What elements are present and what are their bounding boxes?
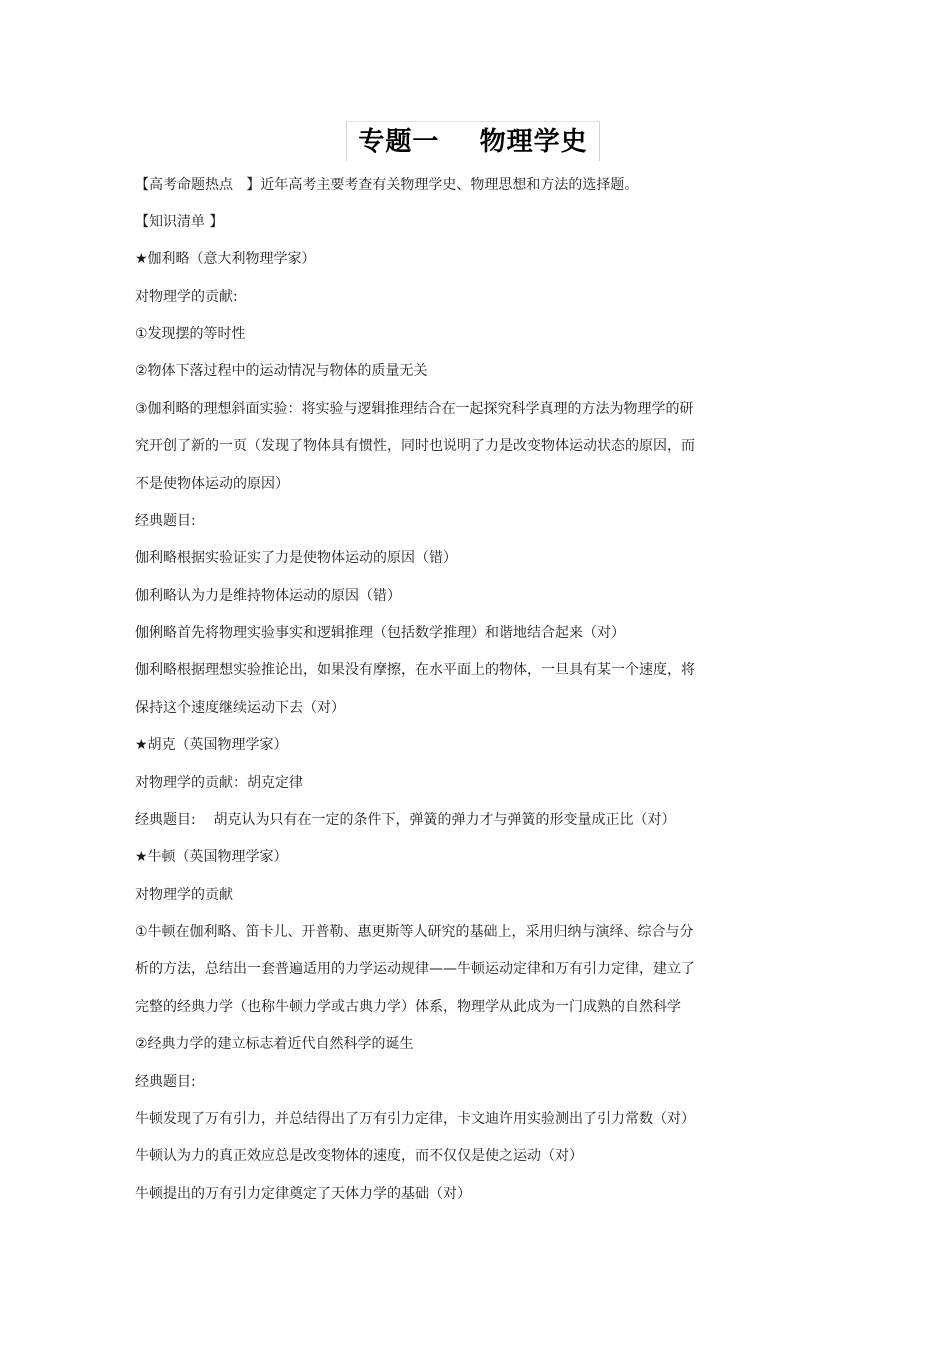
text-line: 伽俐略首先将物理实验事实和逻辑推理（包括数学推理）和谐地结合起来（对） [135,625,625,641]
classic-questions-label: 经典题目: [135,513,196,529]
exam-hotspot-line: 【高考命题热点 】近年高考主要考查有关物理学史、物理思想和方法的选择题。 [135,177,639,193]
text-line: 伽利略根据实验证实了力是使物体运动的原因（错） [135,550,457,566]
knowledge-list-heading: 【知识清单 】 [135,214,224,230]
page-title: 专题一 物理学史 [346,121,600,161]
newton-heading: ★牛顿（英国物理学家） [135,849,288,865]
text-line: 伽利略根据理想实验推论出，如果没有摩擦，在水平面上的物体，一旦具有某一个速度，将 [135,662,695,678]
text-line: ②物体下落过程中的运动情况与物体的质量无关 [135,363,428,379]
classic-questions-label: 经典题目: [135,1074,196,1090]
text-line: 保持这个速度继续运动下去（对） [135,700,345,716]
text-line: ①发现摆的等时性 [135,326,246,342]
text-line: ②经典力学的建立标志着近代自然科学的诞生 [135,1036,414,1052]
text-line: 经典题目: 胡克认为只有在一定的条件下，弹簧的弹力才与弹簧的形变量成正比（对） [135,812,676,828]
text-line: 对物理学的贡献：胡克定律 [135,775,303,791]
text-line: 牛顿认为力的真正效应总是改变物体的速度，而不仅仅是使之运动（对） [135,1148,583,1164]
text-line: 伽利略认为力是维持物体运动的原因（错） [135,588,401,604]
text-line: 牛顿发现了万有引力，并总结得出了万有引力定律，卡文迪许用实验测出了引力常数（对） [135,1111,695,1127]
text-line: ①牛顿在伽利略、笛卡儿、开普勒、惠更斯等人研究的基础上，采用归纳与演绎、综合与分 [135,924,694,940]
text-line: 对物理学的贡献 [135,887,233,903]
text-line: 对物理学的贡献: [135,289,238,305]
text-line: 究开创了新的一页（发现了物体具有惯性，同时也说明了力是改变物体运动状态的原因，而 [135,438,695,454]
hooke-heading: ★胡克（英国物理学家） [135,737,288,753]
text-line: ③伽利略的理想斜面实验：将实验与逻辑推理结合在一起探究科学真理的方法为物理学的研 [135,401,694,417]
text-line: 完整的经典力学（也称牛顿力学或古典力学）体系，物理学从此成为一门成熟的自然科学 [135,999,681,1015]
text-line: 析的方法，总结出一套普遍适用的力学运动规律——牛顿运动定律和万有引力定律，建立了 [135,961,695,977]
text-line: 牛顿提出的万有引力定律奠定了天体力学的基础（对） [135,1186,471,1202]
text-line: 不是使物体运动的原因） [135,476,289,492]
galileo-heading: ★伽利略（意大利物理学家） [135,251,316,267]
